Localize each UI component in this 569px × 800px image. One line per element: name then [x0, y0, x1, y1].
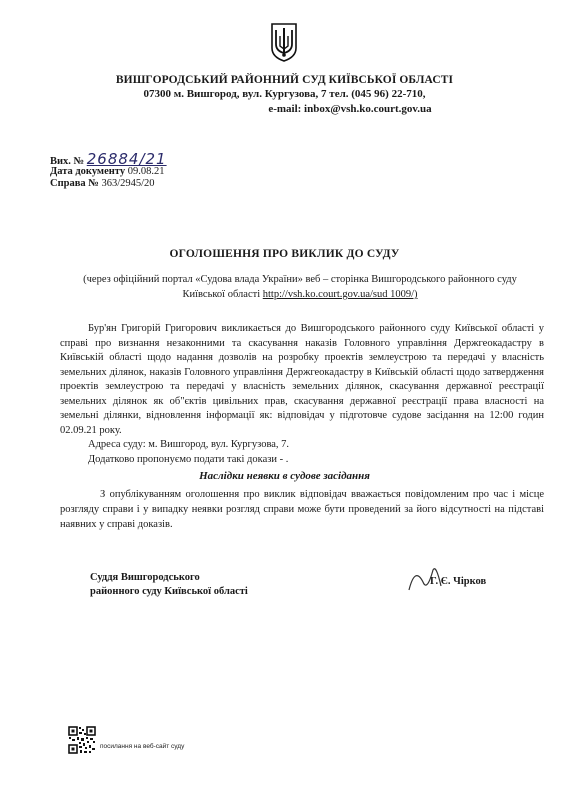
summons-paragraph: Бур'ян Григорій Григорович викликається до Вишгородського районного суду Київської області у справі про визнання незаконними та скасування наказів Головного управління Держгеокадастру в Київській області щодо надання дозволів на розробку проектів землеустрою та передачі у власність земельних ділянок, наказів Головного управління Держгеокадастру в Київській області щодо затвердження проектів землеустрою та передачі у власність земельних ділянок, скасування державної реєстрації земельних ділянок як об"єктів цивільних прав, скасування державної реєстрації права власності на земельні ділянки, відновлення інформації як: відповідач у підготовче судове засідання на 12:00 годин 02.09.21 року.: [60, 323, 544, 436]
qr-code-icon[interactable]: [68, 726, 96, 754]
judge-title-line1: Суддя Вишгородського: [90, 572, 200, 583]
judge-name: Г. Є. Чірков: [430, 576, 487, 587]
document-date-row: [50, 166, 164, 177]
evidence-line: Додатково пропонуємо подати такі докази - .: [88, 453, 289, 465]
judge-title-line2: районного суду Київської області: [90, 586, 248, 597]
consequences-body: [60, 487, 544, 532]
court-address: 07300 м. Вишгород, вул. Кургузова, 7 тел. (045 96) 22-710,: [143, 88, 426, 100]
document-date-value: 09.08.21: [127, 166, 165, 177]
notice-title: ОГОЛОШЕННЯ ПРО ВИКЛИК ДО СУДУ: [169, 248, 400, 260]
notice-subtitle-text: (через офіційний портал «Судова влада України» веб – сторінка Вишгородського районного суду Київської області: [83, 274, 517, 300]
qr-caption: посилання на веб-сайт суду: [100, 743, 185, 750]
judge-title: [90, 571, 248, 599]
court-website-link[interactable]: http://vsh.ko.court.gov.ua/sud 1009/): [262, 289, 418, 300]
consequences-paragraph: З опублікуванням оголошення про виклик відповідач вважається повідомленим про час і місце розгляду справи і у випадку неявки розгляд справи може бути проведений за його відсутності на підставі наявних у справі доказів.: [60, 489, 544, 530]
case-number-value: 363/2945/20: [101, 178, 155, 189]
outgoing-number-label: Вих. №: [50, 156, 85, 167]
consequences-heading: Наслідки неявки в судове засідання: [199, 470, 370, 482]
case-number-label: Справа №: [50, 178, 99, 189]
notice-body: [60, 322, 544, 467]
case-number-row: [50, 178, 155, 189]
notice-subtitle: [70, 272, 530, 302]
court-address-line: Адреса суду: м. Вишгород, вул. Кургузова, 7.: [88, 439, 290, 450]
court-email: e-mail: inbox@vsh.ko.court.gov.ua: [268, 103, 432, 115]
court-name: ВИШГОРОДСЬКИЙ РАЙОННИЙ СУД КИЇВСЬКОЇ ОБЛАСТІ: [115, 74, 454, 86]
outgoing-number-value: 26884/21: [86, 150, 167, 168]
coat-of-arms-icon: [271, 22, 297, 62]
document-date-label: Дата документу: [50, 166, 126, 177]
